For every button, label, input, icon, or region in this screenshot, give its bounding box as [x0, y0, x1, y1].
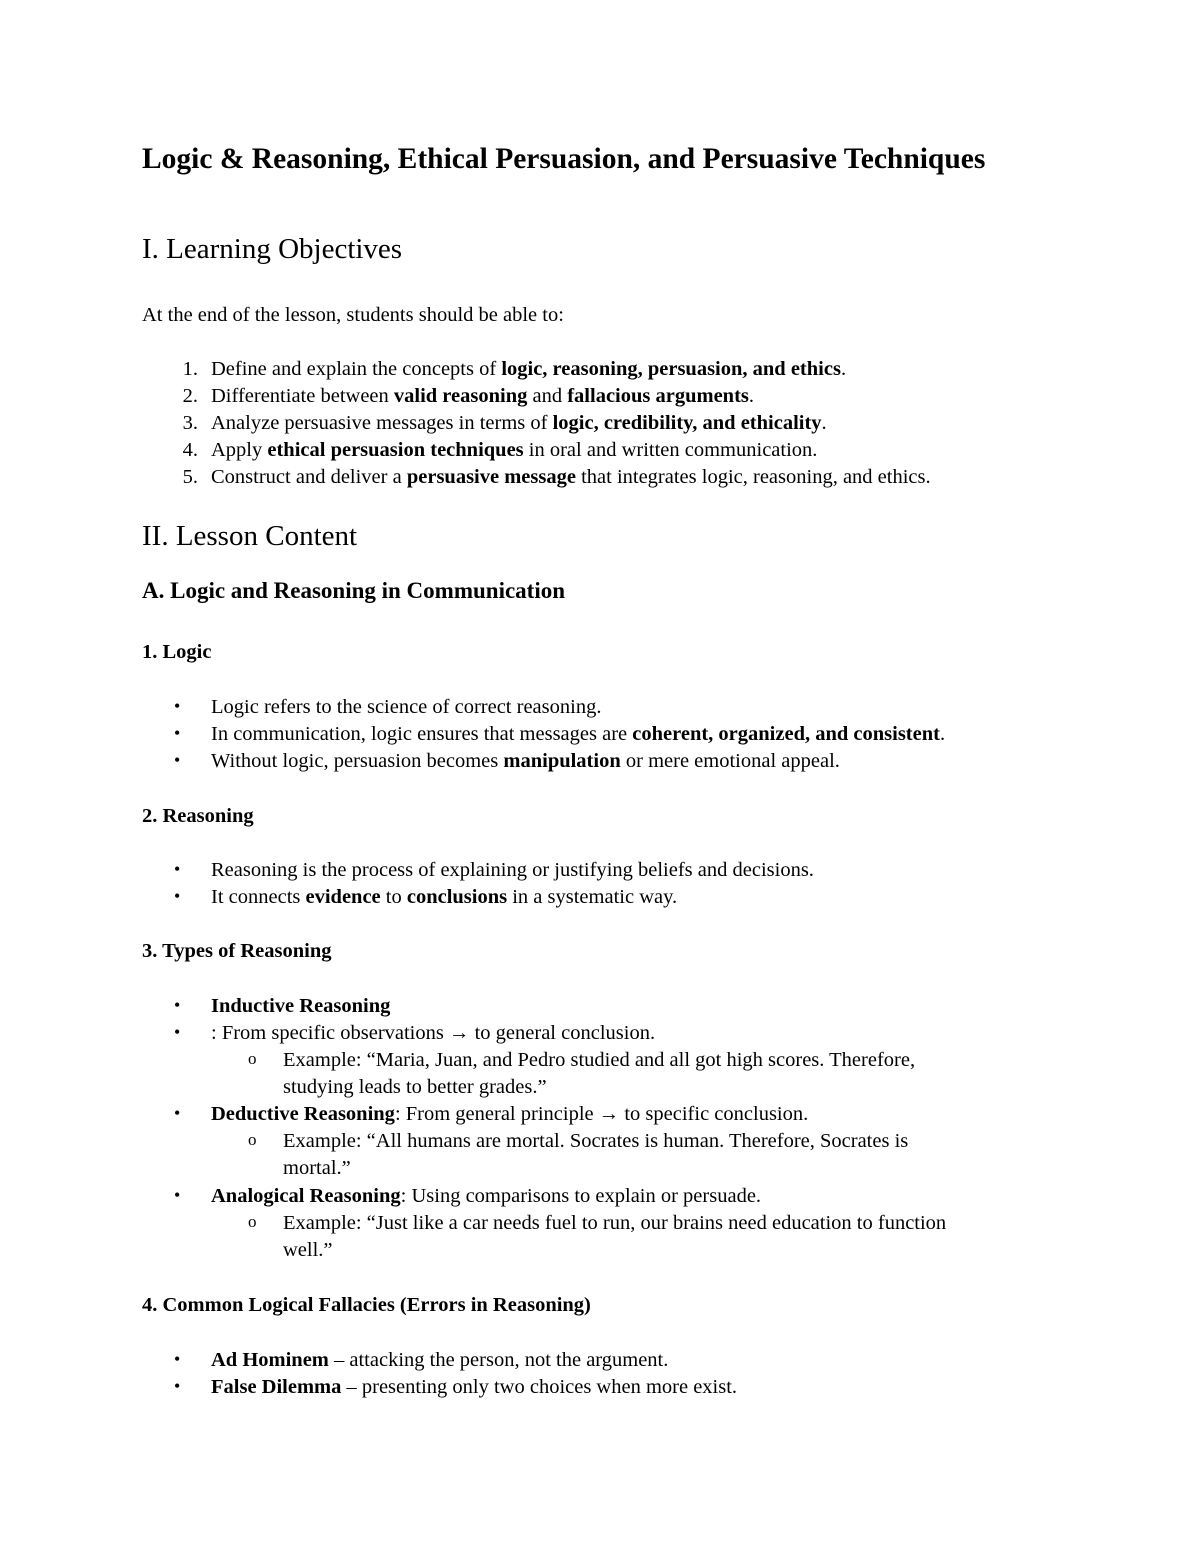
sub-bullet-icon: o	[248, 1130, 257, 1149]
bullet-icon: •	[174, 1376, 181, 1396]
bullet-icon: •	[174, 1349, 181, 1369]
logic-heading: 1. Logic	[142, 641, 212, 663]
bullet-icon: •	[174, 723, 181, 743]
sub-bullet-icon: o	[248, 1212, 257, 1231]
bullet-icon: •	[174, 696, 181, 716]
bullet-icon: •	[174, 995, 181, 1015]
subsection-heading-logic-reasoning: A. Logic and Reasoning in Communication	[142, 578, 566, 603]
bullet-icon: •	[174, 1022, 181, 1042]
bullet-icon: •	[174, 859, 181, 879]
document-page: Logic & Reasoning, Ethical Persuasion, and Persuasive Techniques I. Learning Objectives At the end of the lesson, students should be able to: 1. Define and explain the concepts of logic, reasoning, persuasion, and ethics. 2. Differentiate between valid reasoning and fallacious arguments. 3. Analyze persuasive messages in terms of logic, credibility, and ethicality. 4. Apply ethical persuasion techniques in oral and written communication. 5. Construct and deliver a persuasive message that integrates logic, reasoning, and ethics. II. Lesson Content A. Logic and Reasoning in Communication 1. Logic • Logic refers to the science of correct reasoning. • In communication, logic ensures that messages are coherent, organized, and consistent. • Without logic, persuasion becomes manipulation or mere emotional appeal. 2. Reasoning • Reasoning is the process of explaining or justifying beliefs and decisions. • It connects evidence to conclusions in a systematic way. 3. Types of Reasoning • Inductive Reasoning • : From specific observations → to general conclusion. o Example: “Maria, Juan, and Pedro studied and all got high scores. Therefore, studying leads to better grades.” • Deductive Reasoning: From general principle → to specific conclusion. o Example: “All humans are mortal. Socrates is human. Therefore, Socrates is mortal.” • Analogical Reasoning: Using comparisons to explain or persuade. o Example: “Just like a car needs fuel to run, our brains need education to function well.” 4. Common Logical Fallacies (Errors in Reasoning) • Ad Hominem – attacking the person, not the argument. • False Dilemma – presenting only two choices when more exist.	[142, 143, 986, 1398]
bullet-icon: •	[174, 886, 181, 906]
types-heading: 3. Types of Reasoning	[142, 940, 332, 962]
fallacies-heading: 4. Common Logical Fallacies (Errors in Reasoning)	[142, 1294, 591, 1316]
bullet-icon: •	[174, 1185, 181, 1205]
reasoning-heading: 2. Reasoning	[142, 805, 254, 827]
section-heading-lesson-content: II. Lesson Content	[142, 520, 358, 552]
document-title: Logic & Reasoning, Ethical Persuasion, and Persuasive Techniques	[142, 143, 986, 175]
bullet-icon: •	[174, 750, 181, 770]
bullet-icon: •	[174, 1103, 181, 1123]
section-heading-learning-objectives: I. Learning Objectives	[142, 233, 403, 265]
objectives-intro: At the end of the lesson, students should be able to:	[142, 304, 564, 326]
sub-bullet-icon: o	[248, 1049, 257, 1068]
